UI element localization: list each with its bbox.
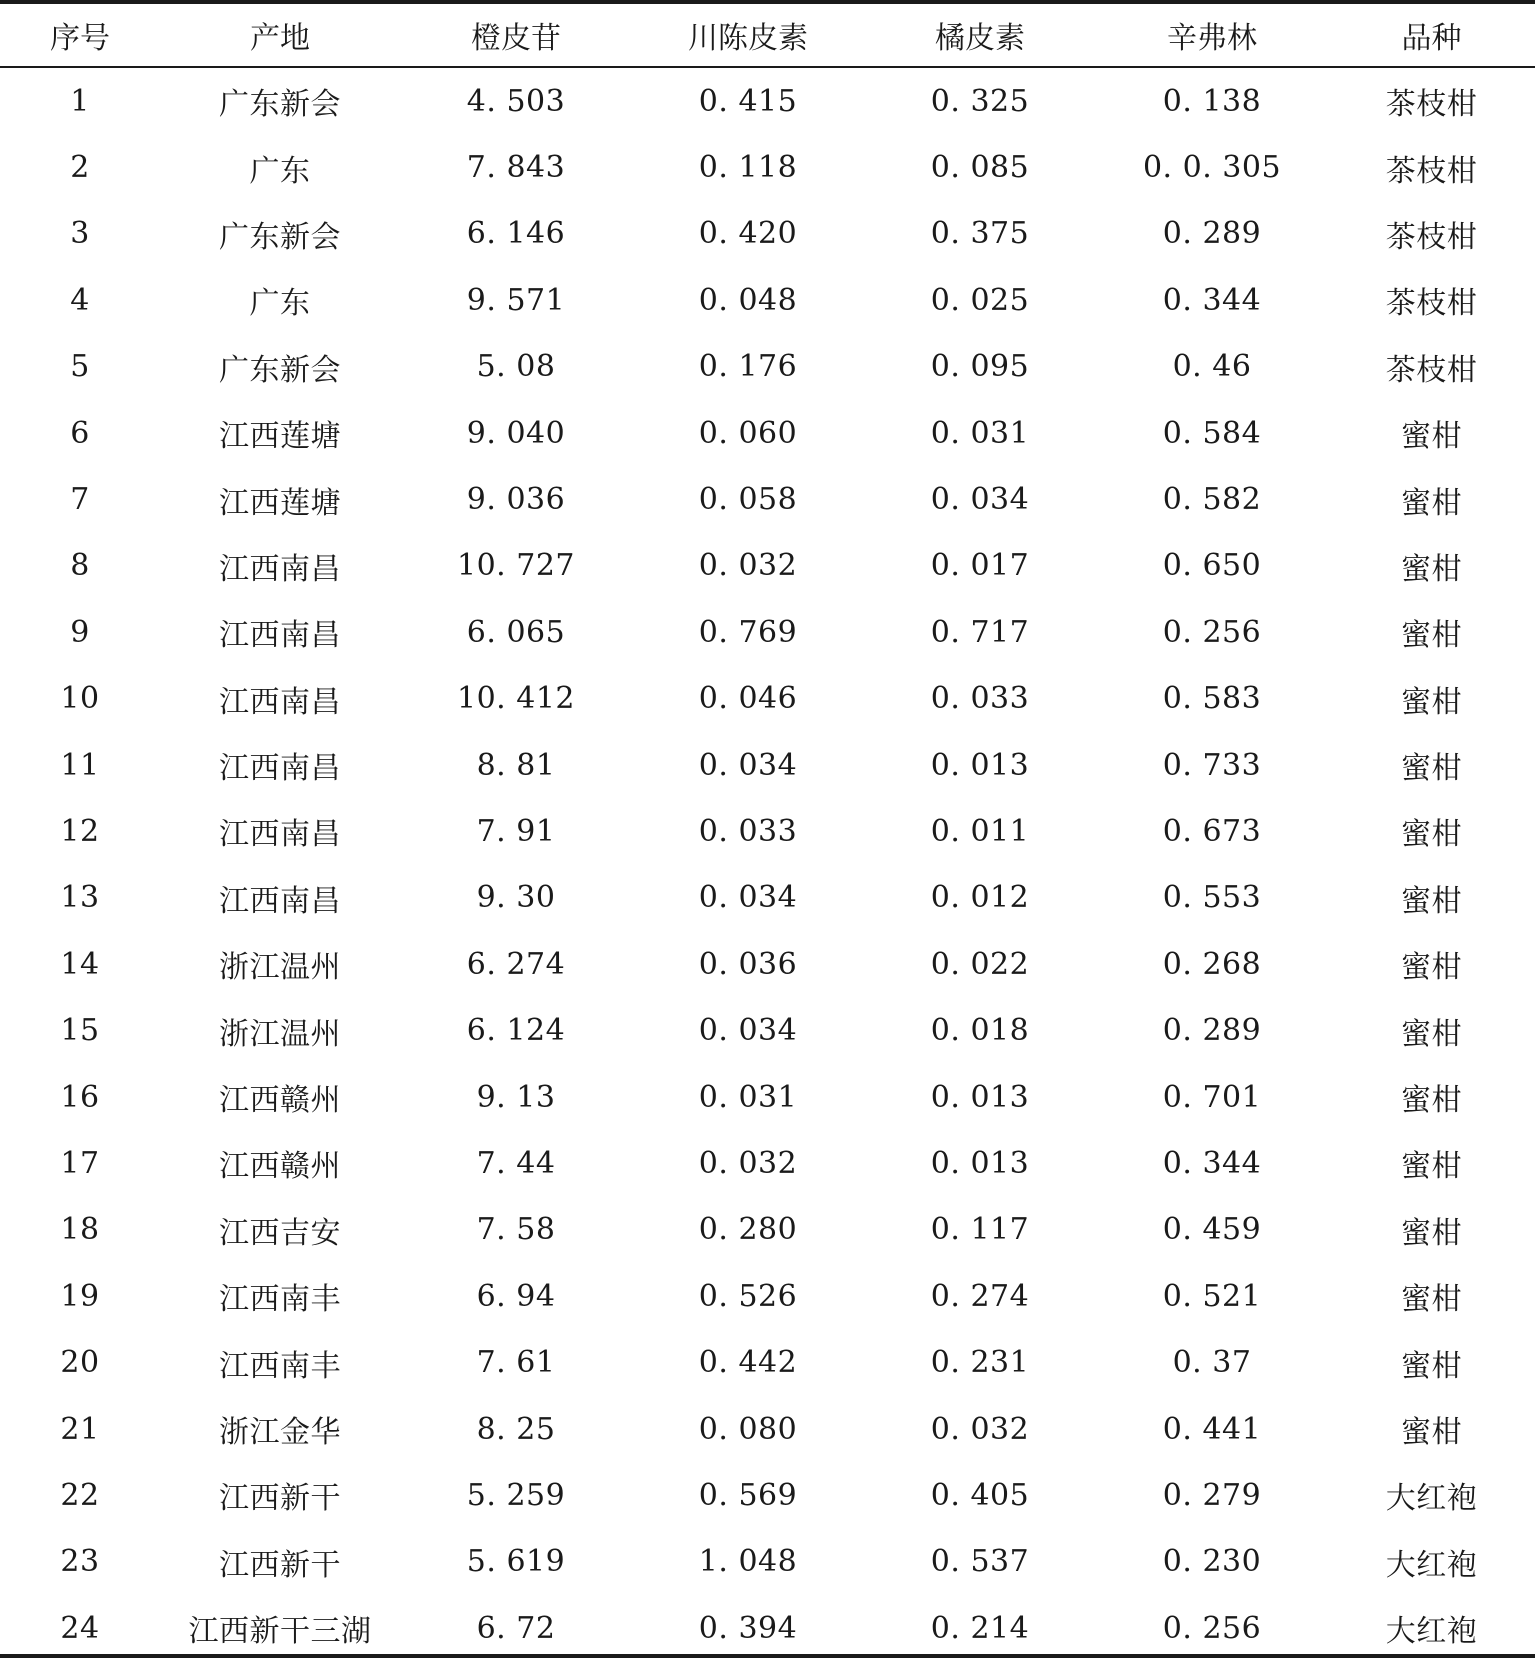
table-cell: 茶枝柑 bbox=[1385, 87, 1478, 123]
table-cell: 江西南昌 bbox=[219, 751, 341, 787]
table-cell: 9. 571 bbox=[466, 282, 566, 318]
table-cell: 0. 420 bbox=[698, 216, 798, 252]
table-cell: 0. 034 bbox=[698, 880, 798, 916]
table-cell: 4. 503 bbox=[466, 83, 566, 119]
table-cell: 江西赣州 bbox=[219, 1083, 341, 1119]
table-cell: 13 bbox=[60, 880, 100, 916]
table-cell: 6. 124 bbox=[466, 1013, 566, 1049]
table-cell: 广东新会 bbox=[219, 87, 341, 123]
table-cell: 9. 30 bbox=[476, 880, 556, 916]
table-cell: 0. 268 bbox=[1162, 946, 1262, 982]
table-cell: 11 bbox=[60, 747, 100, 783]
table-cell: 0. 256 bbox=[1162, 1610, 1262, 1646]
table-cell: 0. 032 bbox=[698, 1145, 798, 1181]
table-cell: 江西新干 bbox=[219, 1547, 341, 1583]
table-cell: 6. 065 bbox=[466, 614, 566, 650]
column-header: 橘皮素 bbox=[935, 21, 1025, 56]
table-cell: 0. 230 bbox=[1162, 1544, 1262, 1580]
table-cell: 0. 138 bbox=[1162, 83, 1262, 119]
table-cell: 23 bbox=[60, 1544, 100, 1580]
table-cell: 0. 394 bbox=[698, 1610, 798, 1646]
table-cell: 14 bbox=[60, 946, 100, 982]
table-cell: 0. 060 bbox=[698, 415, 798, 451]
column-header: 产地 bbox=[250, 21, 310, 56]
table-cell: 广东 bbox=[249, 153, 311, 189]
table-cell: 0. 442 bbox=[698, 1345, 798, 1381]
table-cell: 0. 033 bbox=[930, 681, 1030, 717]
table-cell: 6. 72 bbox=[476, 1610, 556, 1646]
table-cell: 0. 584 bbox=[1162, 415, 1262, 451]
table-cell: 0. 289 bbox=[1162, 1013, 1262, 1049]
table-cell: 9. 13 bbox=[476, 1079, 556, 1115]
table-cell: 0. 650 bbox=[1162, 548, 1262, 584]
header-row bbox=[0, 0, 1535, 68]
table-cell: 3 bbox=[70, 216, 90, 252]
table-cell: 0. 013 bbox=[930, 1079, 1030, 1115]
table-cell: 大红袍 bbox=[1385, 1547, 1478, 1583]
table-row bbox=[0, 732, 1535, 798]
table-cell: 蜜柑 bbox=[1401, 1149, 1462, 1185]
table-cell: 0. 344 bbox=[1162, 1145, 1262, 1181]
table-cell: 蜜柑 bbox=[1401, 419, 1462, 455]
table-cell: 江西吉安 bbox=[219, 1215, 341, 1251]
table-cell: 0. 025 bbox=[930, 282, 1030, 318]
table-cell: 茶枝柑 bbox=[1385, 286, 1478, 322]
table-cell: 5. 08 bbox=[476, 349, 556, 385]
table-cell: 0. 085 bbox=[930, 150, 1030, 186]
table-cell: 0. 034 bbox=[698, 1013, 798, 1049]
table-row bbox=[0, 201, 1535, 267]
table-row bbox=[0, 798, 1535, 864]
table-cell: 江西莲塘 bbox=[219, 419, 341, 455]
table-header bbox=[0, 0, 1535, 68]
table-cell: 0. 405 bbox=[930, 1477, 1030, 1513]
table-cell: 10. 727 bbox=[456, 548, 575, 584]
table-cell: 蜜柑 bbox=[1401, 1016, 1462, 1052]
table-cell: 10 bbox=[60, 681, 100, 717]
table-cell: 0. 032 bbox=[698, 548, 798, 584]
table-cell: 0. 289 bbox=[1162, 216, 1262, 252]
table-row bbox=[0, 1197, 1535, 1263]
table-cell: 蜜柑 bbox=[1401, 1282, 1462, 1318]
table-cell: 蜜柑 bbox=[1401, 751, 1462, 787]
table-row bbox=[0, 1130, 1535, 1196]
table-cell: 1 bbox=[70, 83, 90, 119]
table-cell: 0. 582 bbox=[1162, 482, 1262, 518]
table-cell: 蜜柑 bbox=[1401, 1348, 1462, 1384]
table-cell: 0. 46 bbox=[1172, 349, 1252, 385]
table-row bbox=[0, 1462, 1535, 1528]
table-cell: 大红袍 bbox=[1385, 1614, 1478, 1650]
table-cell: 0. 274 bbox=[930, 1278, 1030, 1314]
table-cell: 0. 118 bbox=[698, 150, 798, 186]
table-cell: 0. 011 bbox=[930, 813, 1030, 849]
table-cell: 0. 018 bbox=[930, 1013, 1030, 1049]
table-row bbox=[0, 1064, 1535, 1130]
table-cell: 江西新干三湖 bbox=[188, 1614, 372, 1650]
table-cell: 江西南丰 bbox=[219, 1348, 341, 1384]
table-cell: 0. 033 bbox=[698, 813, 798, 849]
table-row bbox=[0, 931, 1535, 997]
table-cell: 茶枝柑 bbox=[1385, 219, 1478, 255]
table-cell: 0. 058 bbox=[698, 482, 798, 518]
table-cell: 0. 022 bbox=[930, 946, 1030, 982]
table-cell: 19 bbox=[60, 1278, 100, 1314]
table-cell: 1. 048 bbox=[698, 1544, 798, 1580]
table-cell: 0. 37 bbox=[1172, 1345, 1252, 1381]
table-cell: 江西南昌 bbox=[219, 618, 341, 654]
table-cell: 8. 81 bbox=[476, 747, 556, 783]
table-cell: 16 bbox=[60, 1079, 100, 1115]
table-row bbox=[0, 1396, 1535, 1462]
table-row bbox=[0, 400, 1535, 466]
table-cell: 0. 583 bbox=[1162, 681, 1262, 717]
table-cell: 0. 034 bbox=[930, 482, 1030, 518]
table-cell: 12 bbox=[60, 813, 100, 849]
table-cell: 0. 095 bbox=[930, 349, 1030, 385]
table-cell: 0. 521 bbox=[1162, 1278, 1262, 1314]
table-cell: 浙江温州 bbox=[219, 950, 341, 986]
table-cell: 0. 031 bbox=[930, 415, 1030, 451]
table-cell: 蜜柑 bbox=[1401, 551, 1462, 587]
table-cell: 18 bbox=[60, 1212, 100, 1248]
table-cell: 0. 344 bbox=[1162, 282, 1262, 318]
table-row bbox=[0, 334, 1535, 400]
table-cell: 浙江金华 bbox=[219, 1415, 341, 1450]
table-cell: 江西南丰 bbox=[219, 1282, 341, 1318]
table-cell: 0. 415 bbox=[698, 83, 798, 119]
table-cell: 0. 769 bbox=[698, 614, 798, 650]
table-cell: 7. 61 bbox=[476, 1345, 556, 1381]
table-cell: 9 bbox=[70, 614, 90, 650]
table-row bbox=[0, 1595, 1535, 1661]
table-row bbox=[0, 1263, 1535, 1329]
table-cell: 24 bbox=[60, 1610, 100, 1646]
table-cell: 15 bbox=[60, 1013, 100, 1049]
table-cell: 江西莲塘 bbox=[219, 485, 341, 521]
table-cell: 蜜柑 bbox=[1401, 618, 1462, 654]
table-cell: 0. 013 bbox=[930, 1145, 1030, 1181]
table-cell: 0. 375 bbox=[930, 216, 1030, 252]
table-cell: 0. 459 bbox=[1162, 1212, 1262, 1248]
table-cell: 江西南昌 bbox=[219, 883, 341, 919]
table-cell: 茶枝柑 bbox=[1385, 352, 1478, 388]
table-cell: 0. 214 bbox=[930, 1610, 1030, 1646]
table-cell: 蜜柑 bbox=[1401, 883, 1462, 919]
table-cell: 0. 032 bbox=[930, 1411, 1030, 1447]
table-cell: 4 bbox=[70, 282, 90, 318]
table-cell: 0. 701 bbox=[1162, 1079, 1262, 1115]
table-cell: 0. 034 bbox=[698, 747, 798, 783]
table-cell: 8 bbox=[70, 548, 90, 584]
table-cell: 浙江温州 bbox=[219, 1016, 341, 1052]
table-row bbox=[0, 134, 1535, 200]
table-cell: 茶枝柑 bbox=[1385, 153, 1478, 189]
table-cell: 6 bbox=[70, 415, 90, 451]
table-row bbox=[0, 997, 1535, 1063]
table-cell: 蜜柑 bbox=[1401, 950, 1462, 986]
table-cell: 6. 94 bbox=[476, 1278, 556, 1314]
table-cell: 0. 0. 305 bbox=[1142, 150, 1282, 186]
table-cell: 0. 325 bbox=[930, 83, 1030, 119]
table-cell: 8. 25 bbox=[476, 1411, 556, 1447]
table-cell: 蜜柑 bbox=[1401, 684, 1462, 720]
table-cell: 0. 117 bbox=[930, 1212, 1030, 1248]
table-cell: 0. 537 bbox=[930, 1544, 1030, 1580]
table-row bbox=[0, 1329, 1535, 1395]
table-cell: 0. 176 bbox=[698, 349, 798, 385]
table-row bbox=[0, 599, 1535, 665]
table-cell: 0. 256 bbox=[1162, 614, 1262, 650]
table-cell: 17 bbox=[60, 1145, 100, 1181]
table-cell: 0. 048 bbox=[698, 282, 798, 318]
table-cell: 6. 146 bbox=[466, 216, 566, 252]
table-cell: 7. 91 bbox=[476, 813, 556, 849]
table-cell: 0. 441 bbox=[1162, 1411, 1262, 1447]
table-cell: 9. 036 bbox=[466, 482, 566, 518]
table-cell: 江西南昌 bbox=[219, 684, 341, 720]
table-cell: 江西南昌 bbox=[219, 817, 341, 853]
table-cell: 6. 274 bbox=[466, 946, 566, 982]
table-row bbox=[0, 533, 1535, 599]
table-cell: 7. 843 bbox=[466, 150, 566, 186]
table-cell: 蜜柑 bbox=[1401, 817, 1462, 853]
table-cell: 0. 012 bbox=[930, 880, 1030, 916]
table-cell: 0. 017 bbox=[930, 548, 1030, 584]
table-cell: 0. 046 bbox=[698, 681, 798, 717]
table-cell: 江西赣州 bbox=[219, 1149, 341, 1185]
table-row bbox=[0, 466, 1535, 532]
table-cell: 广东新会 bbox=[219, 219, 341, 255]
table-cell: 蜜柑 bbox=[1401, 1215, 1462, 1251]
table-cell: 0. 231 bbox=[930, 1345, 1030, 1381]
table-cell: 7. 58 bbox=[476, 1212, 556, 1248]
table-cell: 0. 031 bbox=[698, 1079, 798, 1115]
table-cell: 21 bbox=[60, 1411, 100, 1447]
table-cell: 0. 013 bbox=[930, 747, 1030, 783]
table-row bbox=[0, 68, 1535, 134]
column-header: 序号 bbox=[50, 21, 110, 56]
column-header: 川陈皮素 bbox=[688, 21, 808, 56]
table-cell: 5. 619 bbox=[466, 1544, 566, 1580]
table-cell: 广东 bbox=[249, 286, 311, 322]
table-cell: 0. 733 bbox=[1162, 747, 1262, 783]
table-cell: 0. 673 bbox=[1162, 813, 1262, 849]
table-body bbox=[0, 68, 1535, 1661]
table-cell: 0. 526 bbox=[698, 1278, 798, 1314]
table-row bbox=[0, 666, 1535, 732]
table-row bbox=[0, 865, 1535, 931]
table-cell: 江西南昌 bbox=[219, 551, 341, 587]
table-cell: 蜜柑 bbox=[1401, 485, 1462, 521]
table-cell: 0. 569 bbox=[698, 1477, 798, 1513]
table-cell: 9. 040 bbox=[466, 415, 566, 451]
table-cell: 广东新会 bbox=[219, 352, 341, 388]
table-cell: 0. 036 bbox=[698, 946, 798, 982]
table-row bbox=[0, 267, 1535, 333]
table-cell: 10. 412 bbox=[456, 681, 575, 717]
table-cell: 0. 280 bbox=[698, 1212, 798, 1248]
column-header: 橙皮苷 bbox=[471, 21, 561, 56]
table-cell: 20 bbox=[60, 1345, 100, 1381]
table-cell: 0. 553 bbox=[1162, 880, 1262, 916]
table-cell: 蜜柑 bbox=[1401, 1083, 1462, 1119]
table-cell: 蜜柑 bbox=[1401, 1415, 1462, 1450]
column-header: 品种 bbox=[1401, 21, 1462, 56]
table-row bbox=[0, 1529, 1535, 1595]
table-cell: 0. 279 bbox=[1162, 1477, 1262, 1513]
table-cell: 0. 717 bbox=[930, 614, 1030, 650]
table-cell: 2 bbox=[70, 150, 90, 186]
table-cell: 7 bbox=[70, 482, 90, 518]
table-cell: 0. 080 bbox=[698, 1411, 798, 1447]
table-cell: 7. 44 bbox=[476, 1145, 556, 1181]
table-cell: 大红袍 bbox=[1385, 1481, 1478, 1517]
table-cell: 江西新干 bbox=[219, 1481, 341, 1517]
table-cell: 5. 259 bbox=[466, 1477, 566, 1513]
table-cell: 22 bbox=[60, 1477, 100, 1513]
column-header: 辛弗林 bbox=[1167, 21, 1257, 56]
table-cell: 5 bbox=[70, 349, 90, 385]
